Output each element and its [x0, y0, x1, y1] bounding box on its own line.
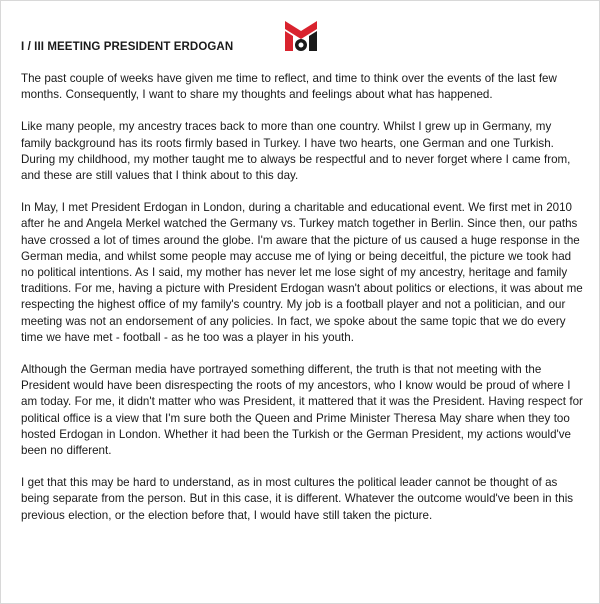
paragraph: In May, I met President Erdogan in London, during a charitable and educational event. We first met in 2010 after he and Angela Merkel watched the Germany vs. Turkey match together in Berlin. Since then, our paths have crossed a lot of times around the globe. I'm aware that the picture of us caused a huge response in the German media, and whilst some people may accuse me of lying or being deceitful, the picture we took had no political intentions. As I said, my mother has never let me lose sight of my ancestry, heritage and family traditions. For me, having a picture with President Erdogan wasn't about politics or elections, it was about me respecting the highest office of my family's country. My job is a football player and not a politician, and our meeting was not an endorsement of any policies. In fact, we spoke about the same topic that we do every time we have met - football - as he too was a player in his youth.: [21, 201, 583, 344]
paragraph: The past couple of weeks have given me time to reflect, and time to think over the events of the last few months. Consequently, I want to share my thoughts and feelings about what has happened.: [21, 72, 557, 102]
paragraph: Although the German media have portrayed something different, the truth is that not meeting with the President would have been disrespecting the roots of my ancestors, who I know would be proud of where I am today. For me, it didn't matter who was President, it mattered that it was the President. Having respect for political office is a view that I'm sure both the Queen and Prime Minister Theresa May share when they too hosted Erdogan in London. Whether it had been the Turkish or the German President, my actions would've been no different.: [21, 363, 583, 458]
document-body: [21, 71, 583, 540]
paragraph: I get that this may be hard to understand, as in most cultures the political leader cannot be thought of as being separate from the person. But in this case, it is different. Whatever the outcome would've been in this previous election, or the election before that, I would have still taken the picture.: [21, 476, 574, 522]
paragraph: Like many people, my ancestry traces back to more than one country. Whilst I grew up in Germany, my family background has its roots firmly based in Turkey. I have two hearts, one German and one Turkish. During my childhood, my mother taught me to always be respectful and to never forget where I came from, and these are still values that I think about to this day.: [21, 120, 571, 183]
document-title: I / III MEETING PRESIDENT ERDOGAN: [21, 41, 234, 53]
m10-logo-icon: [283, 19, 319, 53]
